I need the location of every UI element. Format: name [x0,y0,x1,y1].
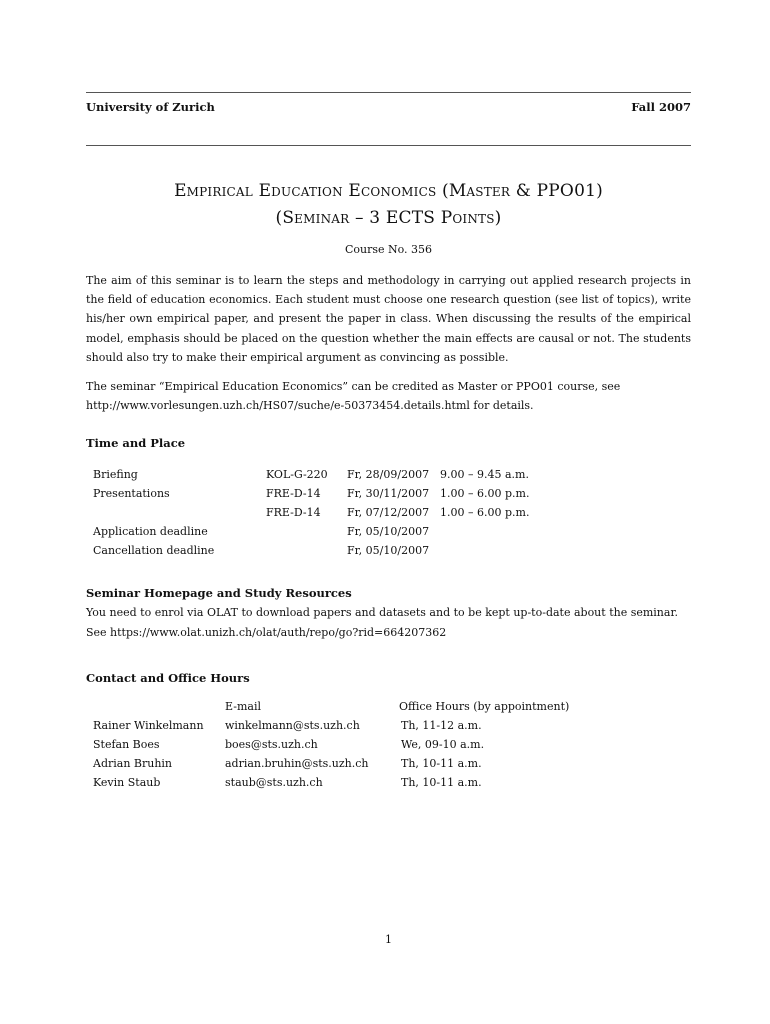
contact-heading: Contact and Office Hours [86,671,250,685]
homepage-heading: Seminar Homepage and Study Resources [86,586,352,600]
contact-col-email: E-mail [225,700,261,713]
tp-row-5-date: Fr, 05/10/2007 [347,544,430,557]
tp-row-4-label: Application deadline [93,525,208,538]
document-title-line1: Empirical Education Economics (Master & PPO01) [174,181,603,201]
tp-row-1-label: Briefing [93,468,138,481]
tp-row-2-room: FRE-D-14 [266,487,321,500]
contact-row-3-name: Adrian Bruhin [93,757,173,770]
tp-row-1-date: Fr, 28/09/2007 [347,468,430,481]
contact-row-2-name: Stefan Boes [93,738,160,751]
homepage-line1: You need to enrol via OLAT to download papers and datasets and to be kept up-to-date about the seminar. [86,606,678,619]
contact-row-1-email[interactable]: winkelmann@sts.uzh.ch [225,719,360,732]
tp-row-4-date: Fr, 05/10/2007 [347,525,430,538]
contact-row-2-email[interactable]: boes@sts.uzh.ch [225,738,318,751]
time-place-heading: Time and Place [86,436,186,450]
contact-row-2-hours: We, 09-10 a.m. [401,738,485,751]
tp-row-1-room: KOL-G-220 [266,468,328,481]
document-title-line2: (Seminar – 3 ECTS Points) [275,208,502,228]
course-number: Course No. 356 [344,243,433,256]
tp-row-5-label: Cancellation deadline [93,544,215,557]
contact-row-4-email[interactable]: staub@sts.uzh.ch [225,776,323,789]
contact-col-hours: Office Hours (by appointment) [399,700,570,713]
page-number: 1 [385,933,392,946]
header-top-rule [86,92,691,93]
header-university: University of Zurich [86,100,215,114]
tp-row-2-date: Fr, 30/11/2007 [347,487,430,500]
tp-row-2-time: 1.00 – 6.00 p.m. [440,487,530,500]
tp-row-2-label: Presentations [93,487,170,500]
intro-paragraph: The aim of this seminar is to learn the steps and methodology in carrying out applied research projects in the field of education economics. Each student must choose one research question (see list of topics), write his/her own empirical paper, and present the paper in class. When discussing the results of the empirical model, emphasis should be placed on the question whether the main effects are causal or not. The students should also try to make their empirical argument as convincing as possible. [86,274,691,364]
contact-row-4-hours: Th, 10-11 a.m. [401,776,482,789]
tp-row-3-room: FRE-D-14 [266,506,321,519]
contact-row-1-name: Rainer Winkelmann [93,719,204,732]
header-bottom-rule [86,145,691,146]
contact-row-3-hours: Th, 10-11 a.m. [401,757,482,770]
contact-row-3-email[interactable]: adrian.bruhin@sts.uzh.ch [225,757,369,770]
tp-row-3-date: Fr, 07/12/2007 [347,506,430,519]
contact-row-1-hours: Th, 11-12 a.m. [401,719,482,732]
contact-row-4-name: Kevin Staub [93,776,161,789]
header-term: Fall 2007 [631,100,691,114]
credit-paragraph: The seminar “Empirical Education Economics” can be credited as Master or PPO01 course, see http://www.vorlesungen.uzh.ch/HS07/suche/e-50373454.details.html for details. [86,380,621,413]
homepage-link[interactable]: See https://www.olat.unizh.ch/olat/auth/repo/go?rid=664207362 [86,626,447,639]
tp-row-1-time: 9.00 – 9.45 a.m. [440,468,529,481]
tp-row-3-time: 1.00 – 6.00 p.m. [440,506,530,519]
